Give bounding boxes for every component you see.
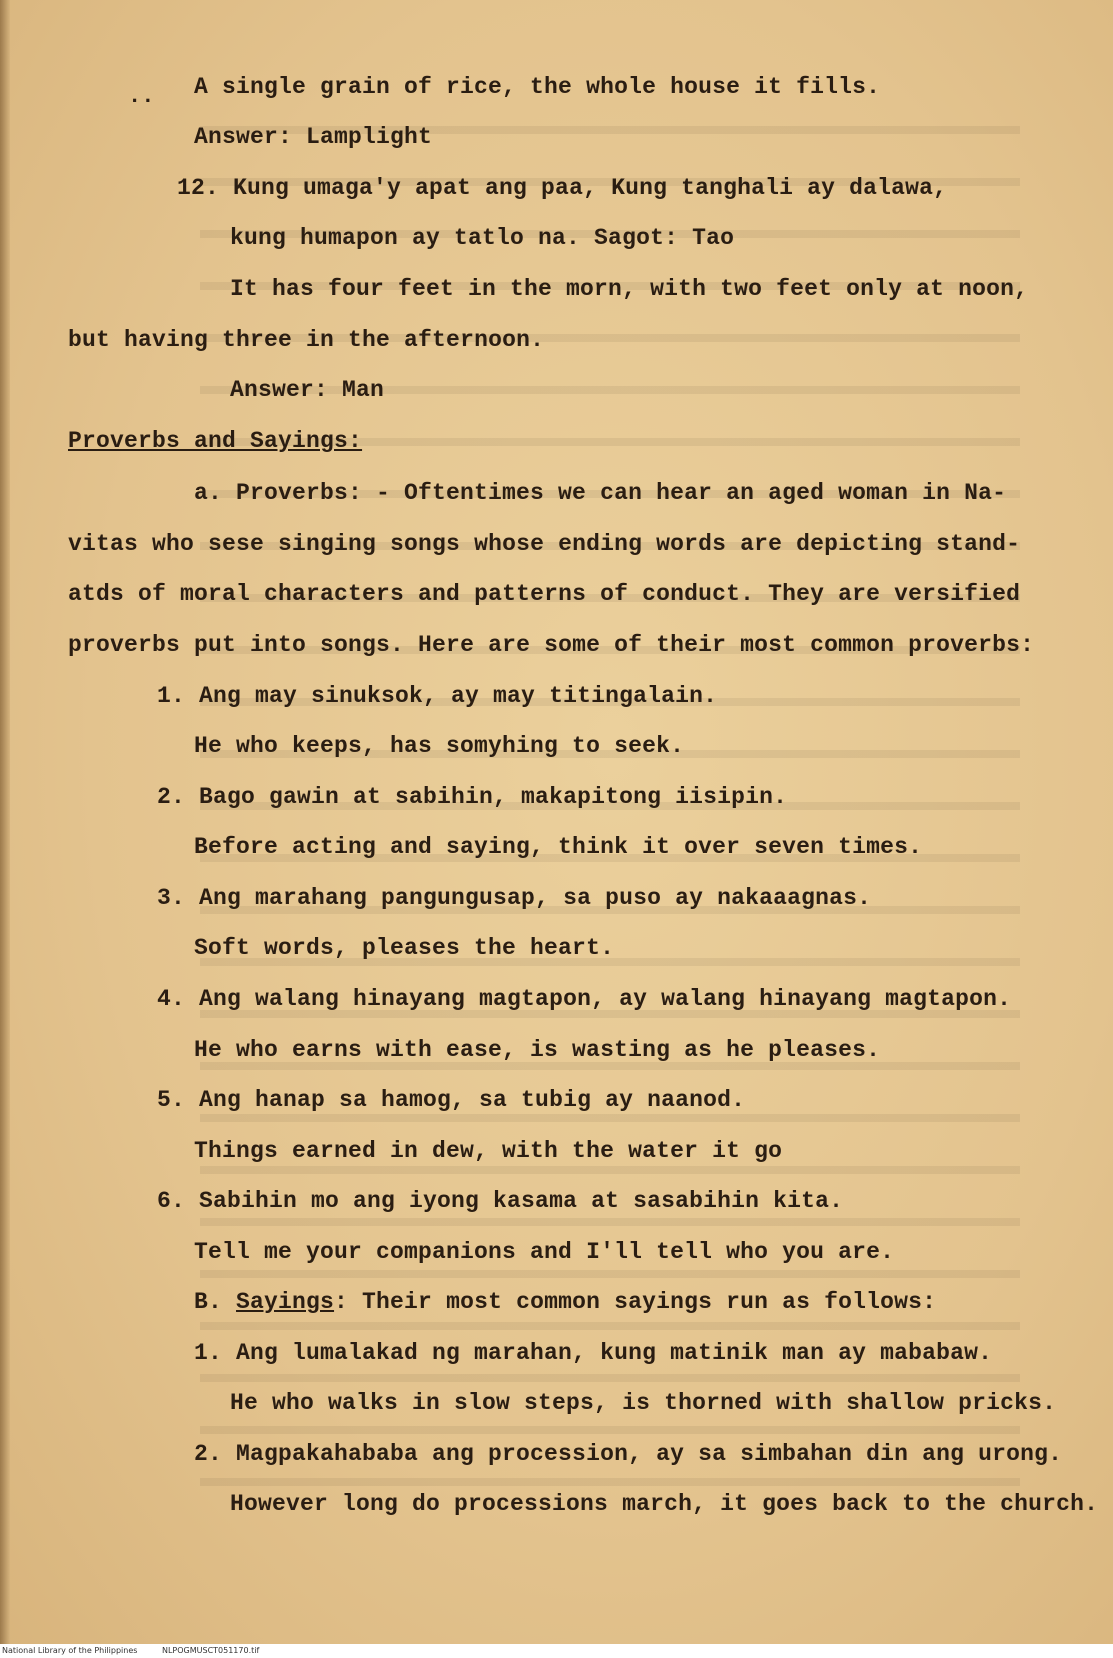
- proverb-2-tagalog: 2. Bago gawin at sabihin, makapitong iisipin.: [157, 784, 788, 810]
- riddle-answer: Answer: Lamplight: [194, 124, 433, 150]
- proverbs-intro: a. Proverbs: - Oftentimes we can hear an aged woman in Na-: [194, 480, 1007, 506]
- proverb-3-english: Soft words, pleases the heart.: [194, 935, 615, 961]
- riddle-12-tagalog: 12. Kung umaga'y apat ang paa, Kung tanghali ay dalawa,: [177, 175, 948, 201]
- footer-institution: National Library of the Philippines: [2, 1646, 138, 1655]
- sayings-prefix: B.: [194, 1289, 237, 1315]
- proverbs-intro-cont: atds of moral characters and patterns of conduct. They are versified: [68, 581, 1021, 607]
- saying-1-tagalog: 1. Ang lumalakad ng marahan, kung matinik man ay mababaw.: [194, 1340, 993, 1366]
- stray-mark: ..: [128, 84, 155, 109]
- proverb-4-tagalog: 4. Ang walang hinayang magtapon, ay walang hinayang magtapon.: [157, 986, 1012, 1012]
- proverb-5-tagalog: 5. Ang hanap sa hamog, sa tubig ay naanod.: [157, 1087, 746, 1113]
- saying-2-english: However long do processions march, it goes back to the church.: [230, 1491, 1099, 1517]
- saying-2-tagalog: 2. Magpakahababa ang procession, ay sa simbahan din ang urong.: [194, 1441, 1063, 1467]
- riddle-12-english: It has four feet in the morn, with two feet only at noon,: [230, 276, 1029, 302]
- proverb-6-english: Tell me your companions and I'll tell who you are.: [194, 1239, 895, 1265]
- proverbs-intro-cont: proverbs put into songs. Here are some of their most common proverbs:: [68, 632, 1035, 658]
- riddle-12-answer: Answer: Man: [230, 377, 385, 403]
- proverb-1-tagalog: 1. Ang may sinuksok, ay may titingalain.: [157, 683, 718, 709]
- sayings-intro-text: : Their most common sayings run as follows:: [334, 1289, 937, 1315]
- proverb-5-english: Things earned in dew, with the water it go: [194, 1138, 783, 1164]
- proverb-1-english: He who keeps, has somyhing to seek.: [194, 733, 685, 759]
- proverb-6-tagalog: 6. Sabihin mo ang iyong kasama at sasabihin kita.: [157, 1188, 844, 1214]
- sayings-label: Sayings: [236, 1289, 335, 1315]
- page-edge-shadow: [0, 0, 10, 1658]
- saying-1-english: He who walks in slow steps, is thorned with shallow pricks.: [230, 1390, 1057, 1416]
- proverb-3-tagalog: 3. Ang marahang pangungusap, sa puso ay nakaaagnas.: [157, 885, 872, 911]
- footer-filename: NLPOGMUSCT051170.tif: [161, 1646, 260, 1655]
- sayings-intro: [194, 1289, 936, 1315]
- riddle-text: A single grain of rice, the whole house it fills.: [194, 74, 881, 100]
- archive-footer: [0, 1644, 1113, 1658]
- proverbs-intro-cont: vitas who sese singing songs whose ending words are depicting stand-: [68, 531, 1021, 557]
- proverb-2-english: Before acting and saying, think it over seven times.: [194, 834, 923, 860]
- riddle-12-tagalog-cont: kung humapon ay tatlo na. Sagot: Tao: [230, 225, 735, 251]
- riddle-12-english-cont: but having three in the afternoon.: [68, 327, 545, 353]
- proverb-4-english: He who earns with ease, is wasting as he pleases.: [194, 1037, 881, 1063]
- section-heading: Proverbs and Sayings:: [68, 428, 363, 454]
